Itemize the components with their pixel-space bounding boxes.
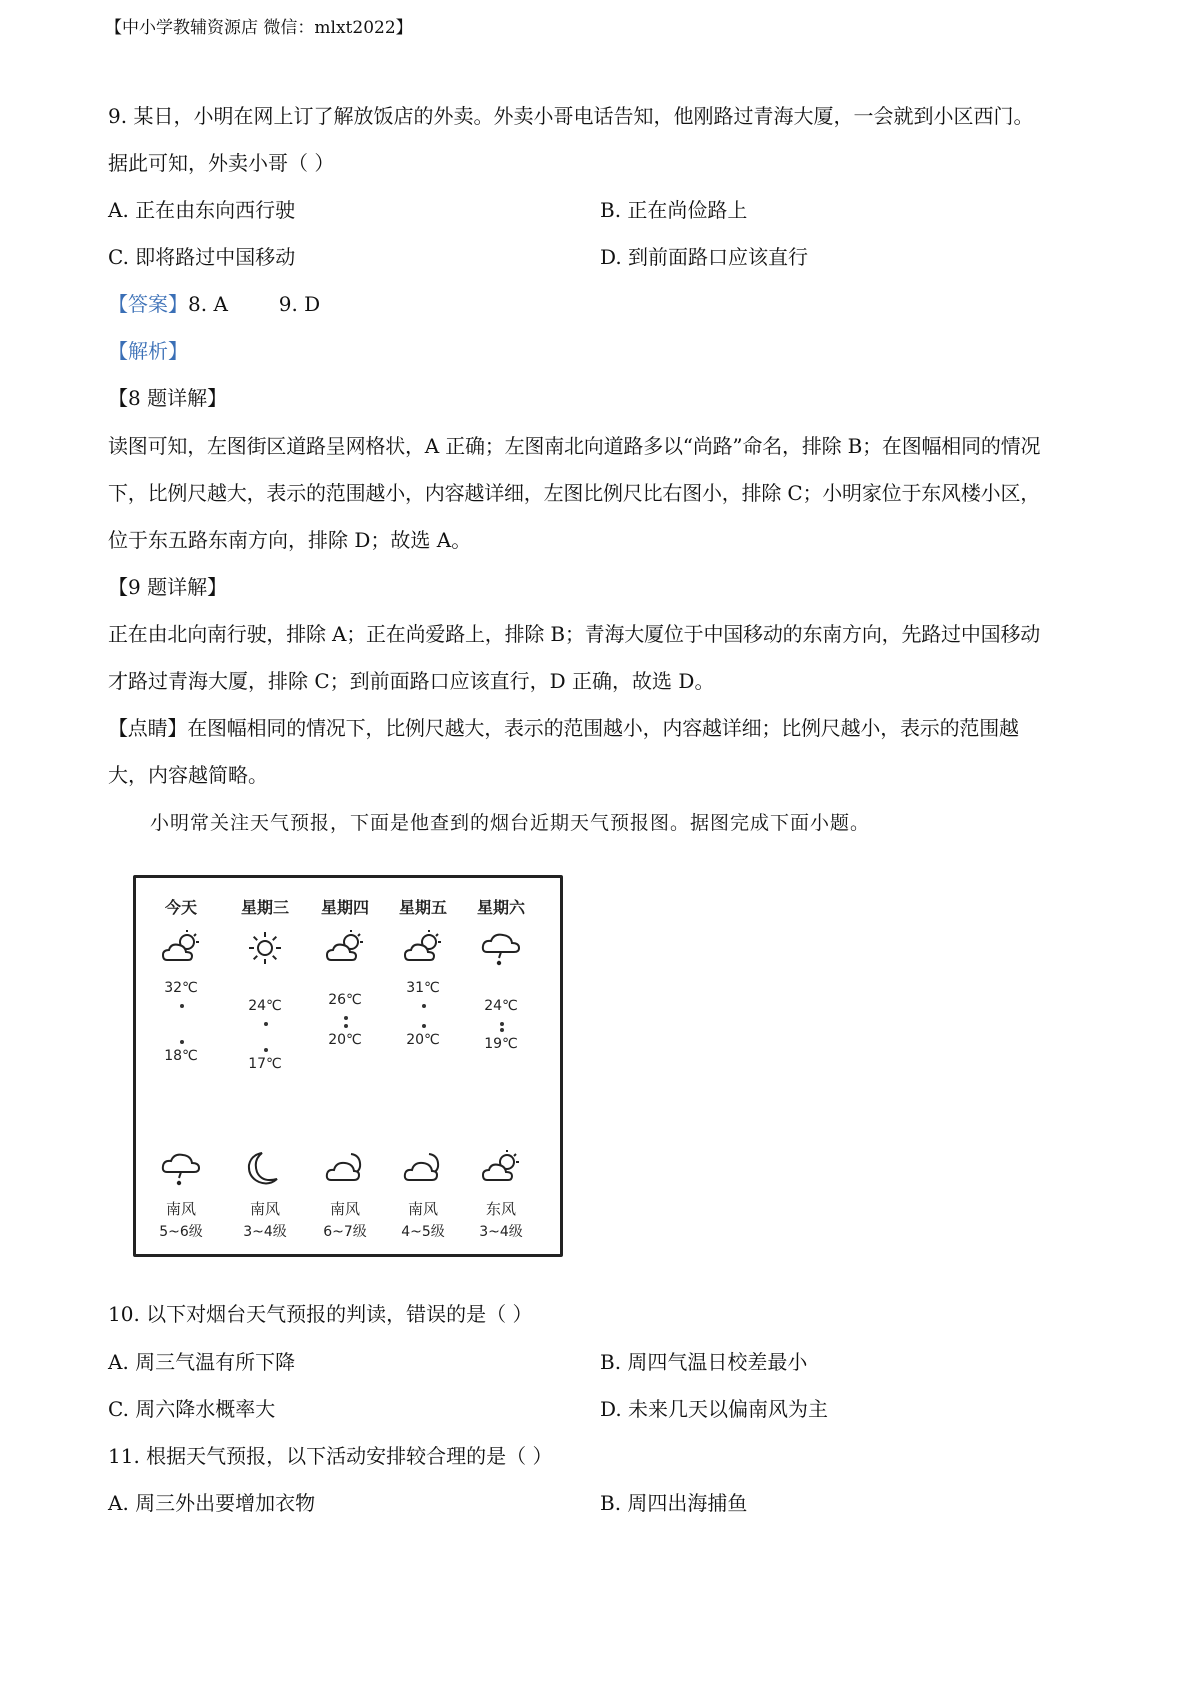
partly-cloudy-icon	[325, 928, 365, 968]
forecast-high-temp: 31℃	[406, 980, 440, 996]
tip-line1: 【点睛】在图幅相同的情况下，比例尺越大，表示的范围越小，内容越详细；比例尺越小，表示的范围越	[108, 716, 1019, 740]
forecast-day	[386, 878, 460, 1254]
forecast-low-temp: 20℃	[328, 1032, 362, 1048]
high-temp-point	[264, 1022, 268, 1026]
rain-icon	[481, 928, 521, 968]
answer-text: 8. A 9. D	[188, 292, 321, 316]
high-temp-point	[500, 1022, 504, 1026]
forecast-wind-level: 3~4级	[243, 1224, 287, 1240]
high-temp-point	[344, 1016, 348, 1020]
intro-text: 小明常关注天气预报，下面是他查到的烟台近期天气预报图。据图完成下面小题。	[150, 812, 871, 834]
sun-icon	[245, 928, 285, 968]
q11-option-a: A. 周三外出要增加衣物	[108, 1491, 316, 1515]
low-temp-point	[422, 1024, 426, 1028]
forecast-wind-direction: 南风	[407, 1200, 438, 1218]
forecast-low-temp: 17℃	[248, 1056, 282, 1072]
forecast-day	[308, 878, 382, 1254]
forecast-day-label: 星期四	[320, 898, 369, 917]
partly-cloudy-icon	[481, 1148, 521, 1188]
answer-line	[108, 292, 320, 317]
header-watermark: 【中小学教辅资源店 微信：mlxt2022】	[105, 18, 413, 38]
forecast-day-label: 星期三	[240, 898, 289, 917]
q10-option-c: C. 周六降水概率大	[108, 1397, 276, 1421]
forecast-wind-direction: 南风	[249, 1200, 280, 1218]
forecast-high-temp: 24℃	[484, 998, 518, 1014]
forecast-high-temp: 26℃	[328, 992, 362, 1008]
low-temp-point	[500, 1028, 504, 1032]
q10-option-a: A. 周三气温有所下降	[108, 1350, 296, 1374]
forecast-day-label: 今天	[164, 898, 197, 917]
detail8-line1: 读图可知，左图街区道路呈网格状，A 正确；左图南北向道路多以“尚路”命名，排除 B；在图幅相同的情况	[108, 434, 1041, 458]
low-temp-point	[180, 1040, 184, 1044]
forecast-day-label: 星期五	[398, 898, 447, 917]
low-temp-point	[264, 1048, 268, 1052]
forecast-day-label: 星期六	[476, 898, 525, 917]
forecast-day	[464, 878, 538, 1254]
forecast-high-temp: 32℃	[164, 980, 198, 996]
answer-tag: 【答案】	[108, 292, 188, 316]
q9-option-d: D. 到前面路口应该直行	[600, 245, 809, 269]
q9-stem-line1: 9. 某日，小明在网上订了解放饭店的外卖。外卖小哥电话告知，他刚路过青海大厦，一会就到小区西门。	[108, 104, 1034, 128]
cloudy-night-icon	[403, 1148, 443, 1188]
q11-stem: 11. 根据天气预报，以下活动安排较合理的是（ ）	[108, 1444, 553, 1468]
moon-icon	[245, 1148, 285, 1188]
high-temp-point	[180, 1004, 184, 1008]
forecast-wind-direction: 南风	[165, 1200, 196, 1218]
forecast-high-temp: 24℃	[248, 998, 282, 1014]
partly-cloudy-icon	[403, 928, 443, 968]
forecast-day	[228, 878, 302, 1254]
forecast-wind-level: 3~4级	[479, 1224, 523, 1240]
q9-option-b: B. 正在尚俭路上	[600, 198, 748, 222]
forecast-wind-level: 5~6级	[159, 1224, 203, 1240]
tip-line2: 大，内容越简略。	[108, 763, 268, 787]
weather-forecast-figure	[133, 875, 563, 1257]
detail9-line2: 才路过青海大厦，排除 C；到前面路口应该直行，D 正确，故选 D。	[108, 669, 715, 693]
detail8-line2: 下，比例尺越大，表示的范围越小，内容越详细，左图比例尺比右图小，排除 C；小明家位于东风楼小区，	[108, 481, 1041, 505]
forecast-low-temp: 19℃	[484, 1036, 518, 1052]
partly-cloudy-icon	[161, 928, 201, 968]
detail9-title: 【9 题详解】	[108, 575, 228, 599]
forecast-wind-level: 6~7级	[323, 1224, 367, 1240]
q11-option-b: B. 周四出海捕鱼	[600, 1491, 748, 1515]
q9-option-c: C. 即将路过中国移动	[108, 245, 296, 269]
q9-option-a: A. 正在由东向西行驶	[108, 198, 296, 222]
cloudy-night-icon	[325, 1148, 365, 1188]
q10-option-d: D. 未来几天以偏南风为主	[600, 1397, 829, 1421]
forecast-low-temp: 20℃	[406, 1032, 440, 1048]
rain-icon	[161, 1148, 201, 1188]
q10-stem: 10. 以下对烟台天气预报的判读，错误的是（ ）	[108, 1302, 533, 1326]
forecast-wind-level: 4~5级	[401, 1224, 445, 1240]
forecast-low-temp: 18℃	[164, 1048, 198, 1064]
forecast-wind-direction: 东风	[485, 1200, 516, 1218]
detail9-line1: 正在由北向南行驶，排除 A；正在尚爱路上，排除 B；青海大厦位于中国移动的东南方向，先路过中国移动	[108, 622, 1041, 646]
forecast-day	[144, 878, 218, 1254]
forecast-wind-direction: 南风	[329, 1200, 360, 1218]
q9-stem-line2: 据此可知，外卖小哥（ ）	[108, 151, 335, 175]
detail8-title: 【8 题详解】	[108, 386, 228, 410]
analysis-tag: 【解析】	[108, 339, 188, 363]
detail8-line3: 位于东五路东南方向，排除 D；故选 A。	[108, 528, 472, 552]
high-temp-point	[422, 1004, 426, 1008]
q10-option-b: B. 周四气温日校差最小	[600, 1350, 808, 1374]
low-temp-point	[344, 1024, 348, 1028]
